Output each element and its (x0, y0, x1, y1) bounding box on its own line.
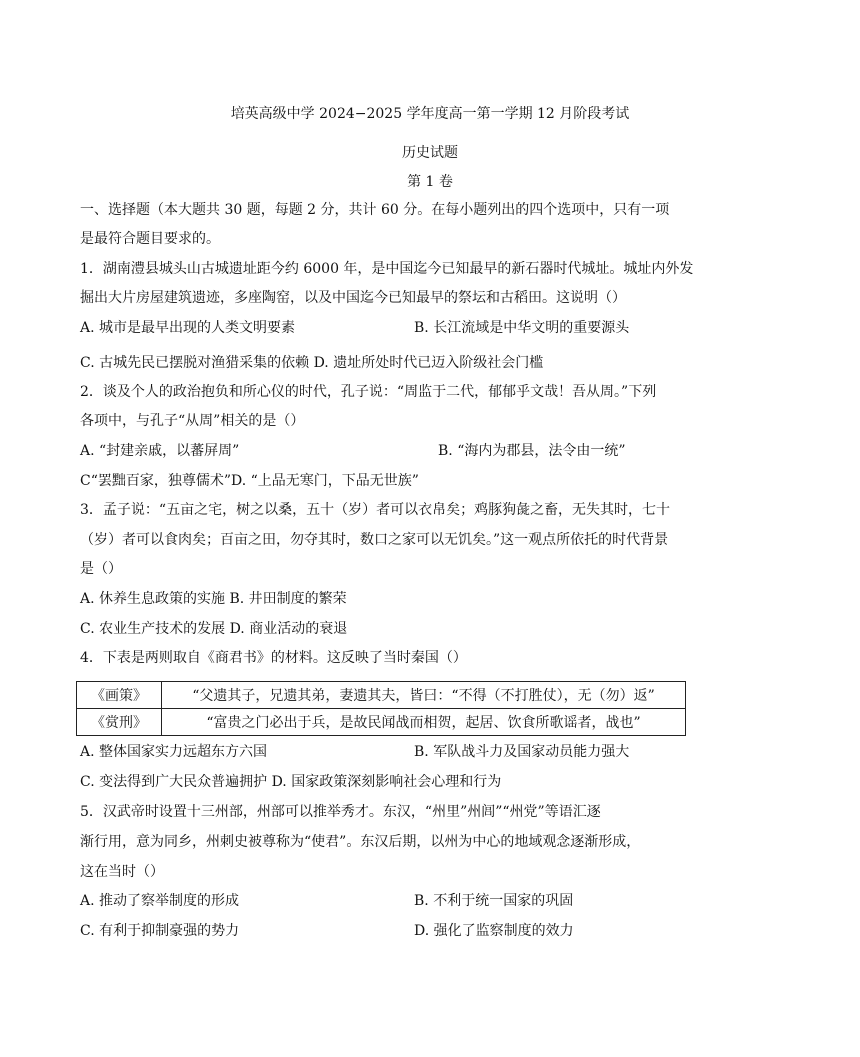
q2-option-b: B. “海内为郡县，法令由一统” (438, 443, 626, 459)
q1-stem-line1: 1．湖南澧县城头山古城遗址距今约 6000 年，是中国迄今已知最早的新石器时代城址。城址内外发 (80, 261, 694, 277)
q2-stem-line1: 2．谈及个人的政治抱负和所心仪的时代，孔子说：“周监于二代，郁郁乎文哉！吾从周。”下列 (80, 384, 657, 400)
table-row (77, 682, 686, 709)
q5-option-b: B. 不利于统一国家的巩固 (414, 893, 574, 909)
q4-option-b: B. 军队战斗力及国家动员能力强大 (414, 744, 630, 760)
q2-option-a: A. “封建亲戚，以蕃屏周” (80, 443, 240, 459)
q2-stem-line2: 各项中，与孔子“从周”相关的是（） (80, 413, 305, 429)
q3-stem-line1: 3．孟子说：“五亩之宅，树之以桑，五十（岁）者可以衣帛矣；鸡豚狗彘之畜，无失其时，七十 (80, 502, 671, 518)
q5-stem-line2: 渐行用，意为同乡，州刺史被尊称为“使君”。东汉后期，以州为中心的地域观念逐渐形成， (80, 834, 641, 850)
q3-stem-line3: 是（） (80, 561, 122, 577)
q3-option-ab: A. 休养生息政策的实施 B. 井田制度的繁荣 (80, 591, 347, 607)
subject-title: 历史试题 (402, 145, 458, 161)
q2-option-cd: C“罢黜百家，独尊儒术”D. “上品无寒门，下品无世族” (80, 473, 419, 489)
q4-option-a: A. 整体国家实力远超东方六国 (80, 744, 268, 760)
q1-stem-line2: 掘出大片房屋建筑遗迹，多座陶窑，以及中国迄今已知最早的祭坛和古稻田。这说明（） (80, 290, 626, 306)
table-source-cell: 《画策》 (77, 682, 162, 709)
exam-title: 培英高级中学 2024−2025 学年度高一第一学期 12 月阶段考试 (230, 106, 630, 122)
volume-title: 第 1 卷 (407, 174, 453, 190)
section-instructions-line2: 是最符合题目要求的。 (80, 231, 220, 247)
q5-stem-line3: 这在当时（） (80, 864, 164, 880)
section-instructions-line1: 一、选择题（本大题共 30 题，每题 2 分，共计 60 分。在每小题列出的四个选项中，只有一项 (80, 202, 670, 218)
table-source-cell: 《赏刑》 (77, 709, 162, 736)
q4-option-cd: C. 变法得到广大民众普遍拥护 D. 国家政策深刻影响社会心理和行为 (80, 774, 502, 790)
q1-option-cd: C. 古城先民已摆脱对渔猎采集的依赖 D. 遗址所处时代已迈入阶级社会门槛 (80, 355, 544, 371)
table-row (77, 709, 686, 736)
q5-option-c: C. 有利于抑制豪强的势力 (80, 923, 240, 939)
q3-option-cd: C. 农业生产技术的发展 D. 商业活动的衰退 (80, 621, 348, 637)
q4-material-table (76, 681, 686, 736)
q1-option-b: B. 长江流域是中华文明的重要源头 (414, 320, 630, 336)
q5-stem-line1: 5．汉武帝时设置十三州部，州部可以推举秀才。东汉，“州里”州闾”“州党”等语汇逐 (80, 804, 601, 820)
q3-stem-line2: （岁）者可以食肉矣；百亩之田，勿夺其时，数口之家可以无饥矣。”这一观点所依托的时代背景 (80, 532, 669, 548)
q5-option-d: D. 强化了监察制度的效力 (414, 923, 574, 939)
table-text-cell: “父遗其子，兄遗其弟，妻遗其夫，皆曰：“不得（不打胜仗），无（勿）返” (162, 682, 686, 709)
q4-stem-line1: 4．下表是两则取自《商君书》的材料。这反映了当时秦国（） (80, 650, 467, 666)
q5-option-a: A. 推动了察举制度的形成 (80, 893, 240, 909)
q1-option-a: A. 城市是最早出现的人类文明要素 (80, 320, 296, 336)
table-text-cell: “富贵之门必出于兵，是故民闻战而相贺，起居、饮食所歌谣者，战也” (162, 709, 686, 736)
